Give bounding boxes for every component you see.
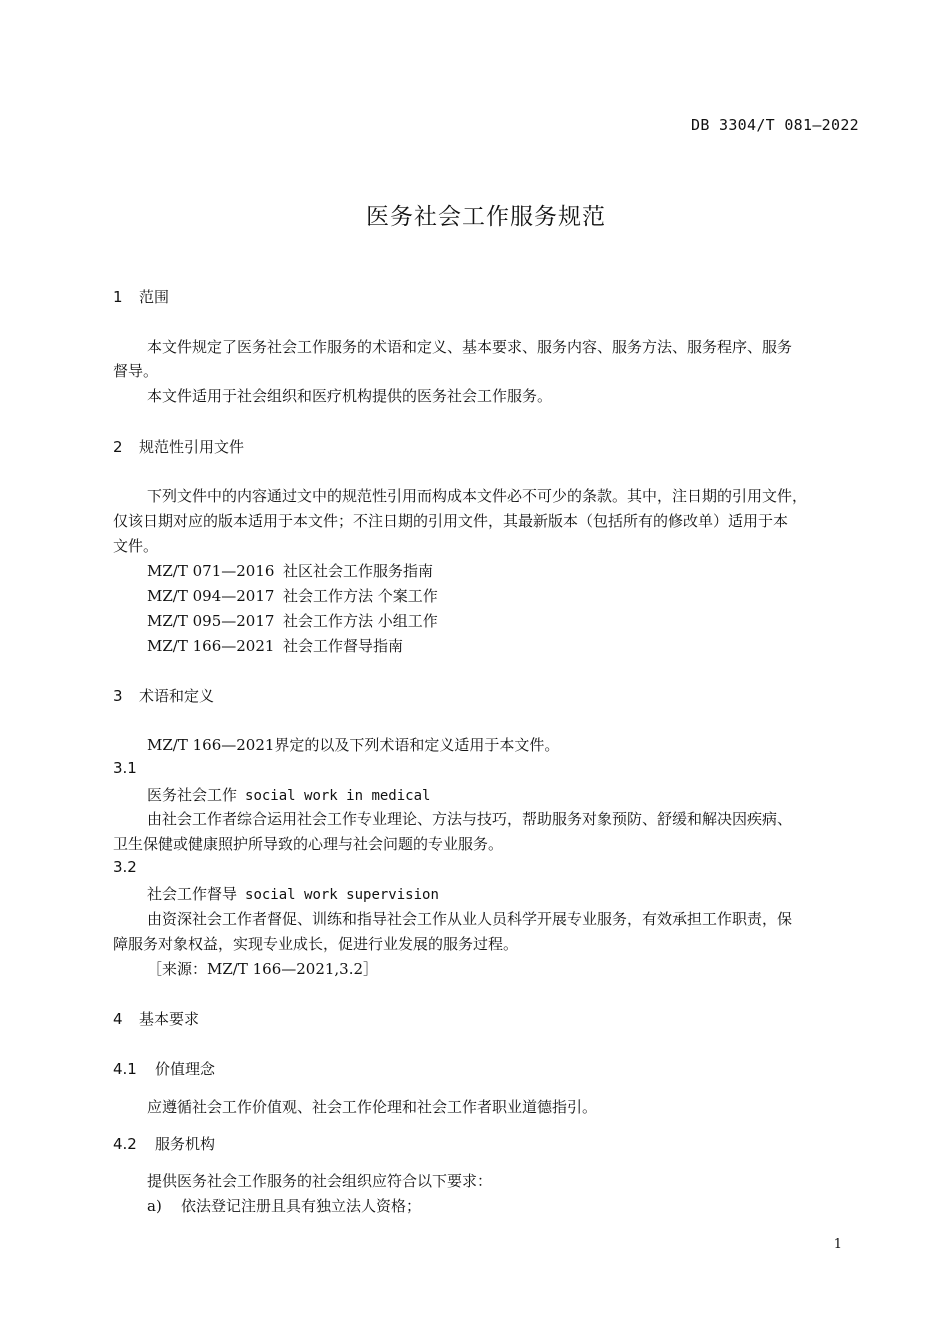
definition-line: 由社会工作者综合运用社会工作专业理论、方法与技巧，帮助服务对象预防、舒缓和解决因疾病、 <box>147 810 793 828</box>
term-entry <box>147 784 430 805</box>
reference-code: MZ/T 095—2017 <box>147 612 275 630</box>
term-entry <box>147 883 439 904</box>
reference-code: MZ/T 166—2021 <box>147 637 275 655</box>
section-number: 2 <box>113 438 123 456</box>
subsection-number: 4.2 <box>113 1135 137 1153</box>
section-title: 范围 <box>139 288 170 306</box>
page-number: 1 <box>833 1237 842 1252</box>
reference-item <box>147 635 403 656</box>
subsection-title: 价值理念 <box>155 1060 216 1078</box>
document-code: DB 3304/T 081—2022 <box>691 116 859 134</box>
reference-title: 社会工作方法 小组工作 <box>283 612 438 630</box>
definition-line: 卫生保健或健康照护所导致的心理与社会问题的专业服务。 <box>113 835 504 853</box>
paragraph-line: 下列文件中的内容通过文中的规范性引用而构成本文件必不可少的条款。其中，注日期的引用文件， <box>147 487 808 505</box>
section-number: 3 <box>113 687 123 705</box>
reference-title: 社会工作方法 个案工作 <box>283 587 438 605</box>
subsection-heading-4-2 <box>113 1133 215 1154</box>
paragraph-line: 文件。 <box>113 537 159 555</box>
term-chinese: 医务社会工作 <box>147 786 238 804</box>
term-number: 3.2 <box>113 858 137 876</box>
section-number: 1 <box>113 288 123 306</box>
definition-line: 障服务对象权益，实现专业成长，促进行业发展的服务过程。 <box>113 935 519 953</box>
subsection-heading-4-1 <box>113 1058 215 1079</box>
section-heading-4 <box>113 1008 199 1029</box>
term-english: social work supervision <box>245 887 439 903</box>
reference-item <box>147 560 433 581</box>
reference-code: MZ/T 071—2016 <box>147 562 275 580</box>
paragraph-line: 应遵循社会工作价值观、社会工作伦理和社会工作者职业道德指引。 <box>147 1098 598 1116</box>
list-text: 依法登记注册且具有独立法人资格； <box>181 1197 422 1215</box>
term-source: ［来源：MZ/T 166—2021,3.2］ <box>147 960 379 978</box>
paragraph-line: MZ/T 166—2021界定的以及下列术语和定义适用于本文件。 <box>147 736 560 754</box>
reference-item <box>147 610 438 631</box>
reference-title: 社区社会工作服务指南 <box>283 562 434 580</box>
term-english: social work in medical <box>245 788 431 804</box>
section-title: 基本要求 <box>139 1010 200 1028</box>
section-heading-1 <box>113 286 169 307</box>
section-title: 术语和定义 <box>139 687 215 705</box>
reference-title: 社会工作督导指南 <box>283 637 404 655</box>
document-title: 医务社会工作服务规范 <box>366 204 606 230</box>
section-heading-2 <box>113 436 244 457</box>
paragraph-line: 仅该日期对应的版本适用于本文件；不注日期的引用文件，其最新版本（包括所有的修改单）适用于本 <box>113 512 789 530</box>
subsection-number: 4.1 <box>113 1060 137 1078</box>
paragraph-line: 提供医务社会工作服务的社会组织应符合以下要求： <box>147 1172 493 1190</box>
section-number: 4 <box>113 1010 123 1028</box>
paragraph-line: 本文件适用于社会组织和医疗机构提供的医务社会工作服务。 <box>147 387 553 405</box>
section-heading-3 <box>113 685 214 706</box>
subsection-title: 服务机构 <box>155 1135 216 1153</box>
paragraph-line: 本文件规定了医务社会工作服务的术语和定义、基本要求、服务内容、服务方法、服务程序、服务 <box>147 338 793 356</box>
section-title: 规范性引用文件 <box>139 438 245 456</box>
reference-code: MZ/T 094—2017 <box>147 587 275 605</box>
term-number: 3.1 <box>113 759 137 777</box>
paragraph-line: 督导。 <box>113 362 159 380</box>
term-chinese: 社会工作督导 <box>147 885 238 903</box>
definition-line: 由资深社会工作者督促、训练和指导社会工作从业人员科学开展专业服务，有效承担工作职责，保 <box>147 910 793 928</box>
reference-item <box>147 585 438 606</box>
list-marker: a) <box>147 1197 162 1215</box>
list-item <box>147 1195 421 1216</box>
